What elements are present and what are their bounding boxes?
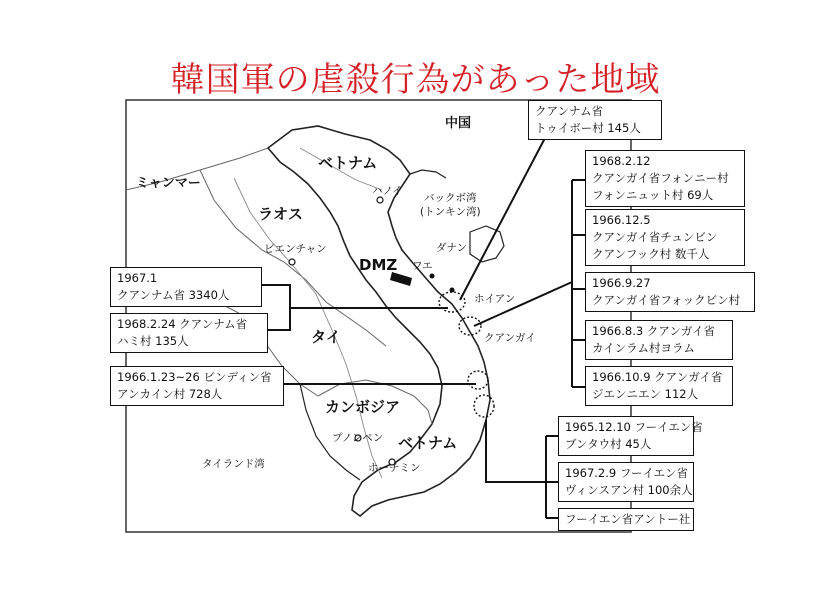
incident-box-vinhxuan — [558, 462, 694, 502]
incident-box-quangnam-1967 — [110, 267, 262, 307]
label-myanmar: ミャンマー — [136, 176, 201, 191]
incident-box-buntau — [558, 416, 703, 456]
incident-box-line: ハミ村 135人 — [117, 334, 189, 348]
incident-box-line: クアンガイ省フォンニー村 — [592, 171, 729, 185]
label-vientiane: ビエンチャン — [264, 243, 327, 255]
incident-box-line: 1966.12.5 — [592, 213, 651, 227]
incident-box-hami — [110, 313, 268, 353]
incident-box-line: ヴィンスアン村 100余人 — [565, 483, 693, 497]
label-gulf-thailand: タイランド湾 — [202, 458, 265, 470]
label-hue: フエ — [412, 260, 433, 272]
label-quangngai: クアンガイ — [484, 332, 536, 344]
incident-box-line: 1967.1 — [117, 271, 158, 285]
incident-box-line: 1966.9.27 — [592, 276, 651, 290]
incident-box-line: カインラム村ヨラム — [592, 341, 695, 355]
incident-box-anto — [558, 508, 694, 531]
incident-box-tuybo — [528, 100, 662, 140]
label-vietnam-south: ベトナム — [398, 434, 458, 452]
incident-box-phuocbinh — [585, 272, 755, 312]
label-china: 中国 — [445, 116, 472, 131]
incident-box-phongnhi — [585, 150, 745, 207]
incident-box-ankhanh — [110, 366, 284, 406]
leader-right-phuyen — [486, 420, 558, 518]
incident-box-line: ジエンニエン 112人 — [592, 387, 699, 401]
label-thailand: タイ — [311, 328, 341, 346]
label-gulf-line1: バックボ湾 — [424, 192, 477, 204]
incident-box-diennien — [585, 366, 733, 406]
incident-box-line: 1966.8.3 クアンガイ省 — [592, 324, 716, 338]
incident-box-line: 1967.2.9 フーイエン省 — [565, 466, 689, 480]
label-gulf-line2: (トンキン湾) — [420, 206, 481, 218]
incident-box-line: フォンニュット村 69人 — [592, 188, 714, 202]
incident-box-line: トゥイボー村 145人 — [535, 121, 641, 135]
label-dmz: DMZ — [359, 256, 398, 274]
incident-box-line: クアンナム省 — [535, 104, 603, 118]
incident-box-khanhlam — [585, 320, 733, 360]
leader-top — [460, 138, 545, 300]
label-hoian: ホイアン — [474, 293, 516, 305]
incident-box-line: 1968.2.24 クアンナム省 — [117, 317, 248, 331]
label-hochiminh: ホーチミン — [368, 462, 421, 474]
leader-right-quangngai — [474, 180, 585, 387]
incident-box-line: クアンナム省 3340人 — [117, 288, 230, 302]
map-title: 韓国軍の虐殺行為があった地域 — [170, 60, 661, 100]
label-hanoi: ハノイ — [372, 185, 403, 197]
incident-box-line: 1968.2.12 — [592, 154, 651, 168]
label-cambodia: カンボジア — [325, 398, 401, 416]
hue-dot — [430, 274, 435, 279]
incident-box-line: クアンガイ省フォックビン村 — [592, 293, 741, 307]
incident-box-line: 1966.1.23~26 ビンディン省 — [117, 370, 272, 384]
tonkin-coast — [410, 170, 446, 178]
incident-box-trungbinh — [585, 209, 745, 266]
incident-box-line: クアンフック村 数千人 — [592, 247, 710, 261]
incident-box-line: フーイエン省アントー社 — [565, 512, 691, 526]
incident-box-line: 1966.10.9 クアンガイ省 — [592, 370, 723, 384]
hainan-island — [470, 226, 504, 262]
incident-box-line: ブンタウ村 45人 — [565, 437, 652, 451]
vientiane-dot — [289, 259, 295, 265]
label-vietnam-north: ベトナム — [318, 154, 378, 172]
incident-box-line: アンカイン村 728人 — [117, 387, 223, 401]
incident-box-line: 1965.12.10 フーイエン省 — [565, 420, 703, 434]
label-laos: ラオス — [258, 205, 303, 223]
incident-box-line: クアンガイ省チュンビン — [592, 230, 718, 244]
label-phnompenh: プノンペン — [332, 432, 384, 444]
label-danang: ダナン — [436, 242, 467, 254]
